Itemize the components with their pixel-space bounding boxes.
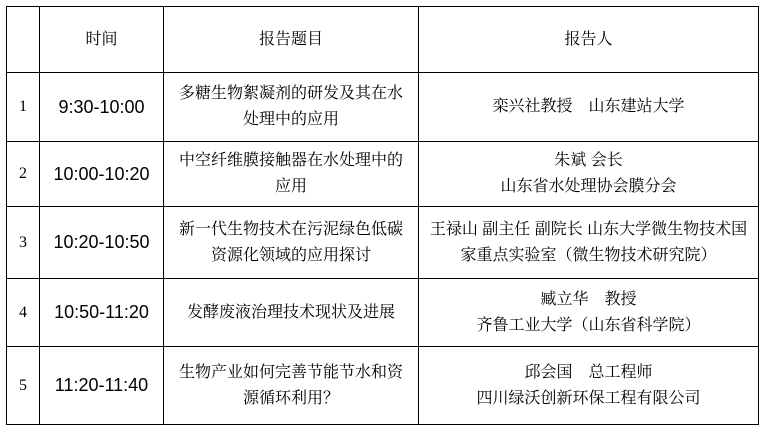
table-row: [7, 73, 759, 142]
schedule-table: [6, 6, 759, 425]
speaker-cell: [419, 279, 759, 347]
speaker-cell: [419, 207, 759, 279]
speaker-cell: [419, 73, 759, 142]
header-title: 报告题目: [164, 7, 419, 73]
time-cell: 10:00-10:20: [40, 142, 164, 207]
row-number: 2: [7, 142, 40, 207]
speaker-cell: [419, 347, 759, 425]
time-cell: 9:30-10:00: [40, 73, 164, 142]
speaker-line: 臧立华 教授: [540, 290, 637, 308]
speaker-line: 栾兴社教授 山东建站大学: [492, 98, 685, 115]
speaker-line: 朱斌 会长: [554, 152, 623, 169]
table-row: [7, 347, 759, 425]
title-cell: 发酵废液治理技术现状及进展: [164, 279, 419, 347]
table-row: [7, 279, 759, 347]
time-cell: 11:20-11:40: [40, 347, 164, 425]
row-number: 4: [7, 279, 40, 347]
row-number: 3: [7, 207, 40, 279]
speaker-line: 邱会国 总工程师: [524, 363, 653, 381]
table-row: [7, 142, 759, 207]
title-cell: 中空纤维膜接触器在水处理中的应用: [164, 142, 419, 207]
title-cell: 生物产业如何完善节能节水和资源循环利用？: [164, 347, 419, 425]
table-row: [7, 207, 759, 279]
speaker-cell: [419, 142, 759, 207]
time-cell: 10:20-10:50: [40, 207, 164, 279]
time-cell: 10:50-11:20: [40, 279, 164, 347]
speaker-line: 四川绿沃创新环保工程有限公司: [476, 389, 701, 407]
speaker-line: 山东省水处理协会膜分会: [500, 178, 677, 195]
header-row: [7, 7, 759, 73]
speaker-line: 齐鲁工业大学（山东省科学院）: [476, 316, 701, 334]
title-cell: 新一代生物技术在污泥绿色低碳资源化领域的应用探讨: [164, 207, 419, 279]
row-number: 5: [7, 347, 40, 425]
header-index: [7, 7, 40, 73]
speaker-line: 王禄山 副主任 副院长 山东大学微生物技术国家重点实验室（微生物技术研究院）: [429, 220, 748, 264]
header-time: 时间: [40, 7, 164, 73]
header-speaker: 报告人: [419, 7, 759, 73]
row-number: 1: [7, 73, 40, 142]
title-cell: 多糖生物絮凝剂的研发及其在水处理中的应用: [164, 73, 419, 142]
